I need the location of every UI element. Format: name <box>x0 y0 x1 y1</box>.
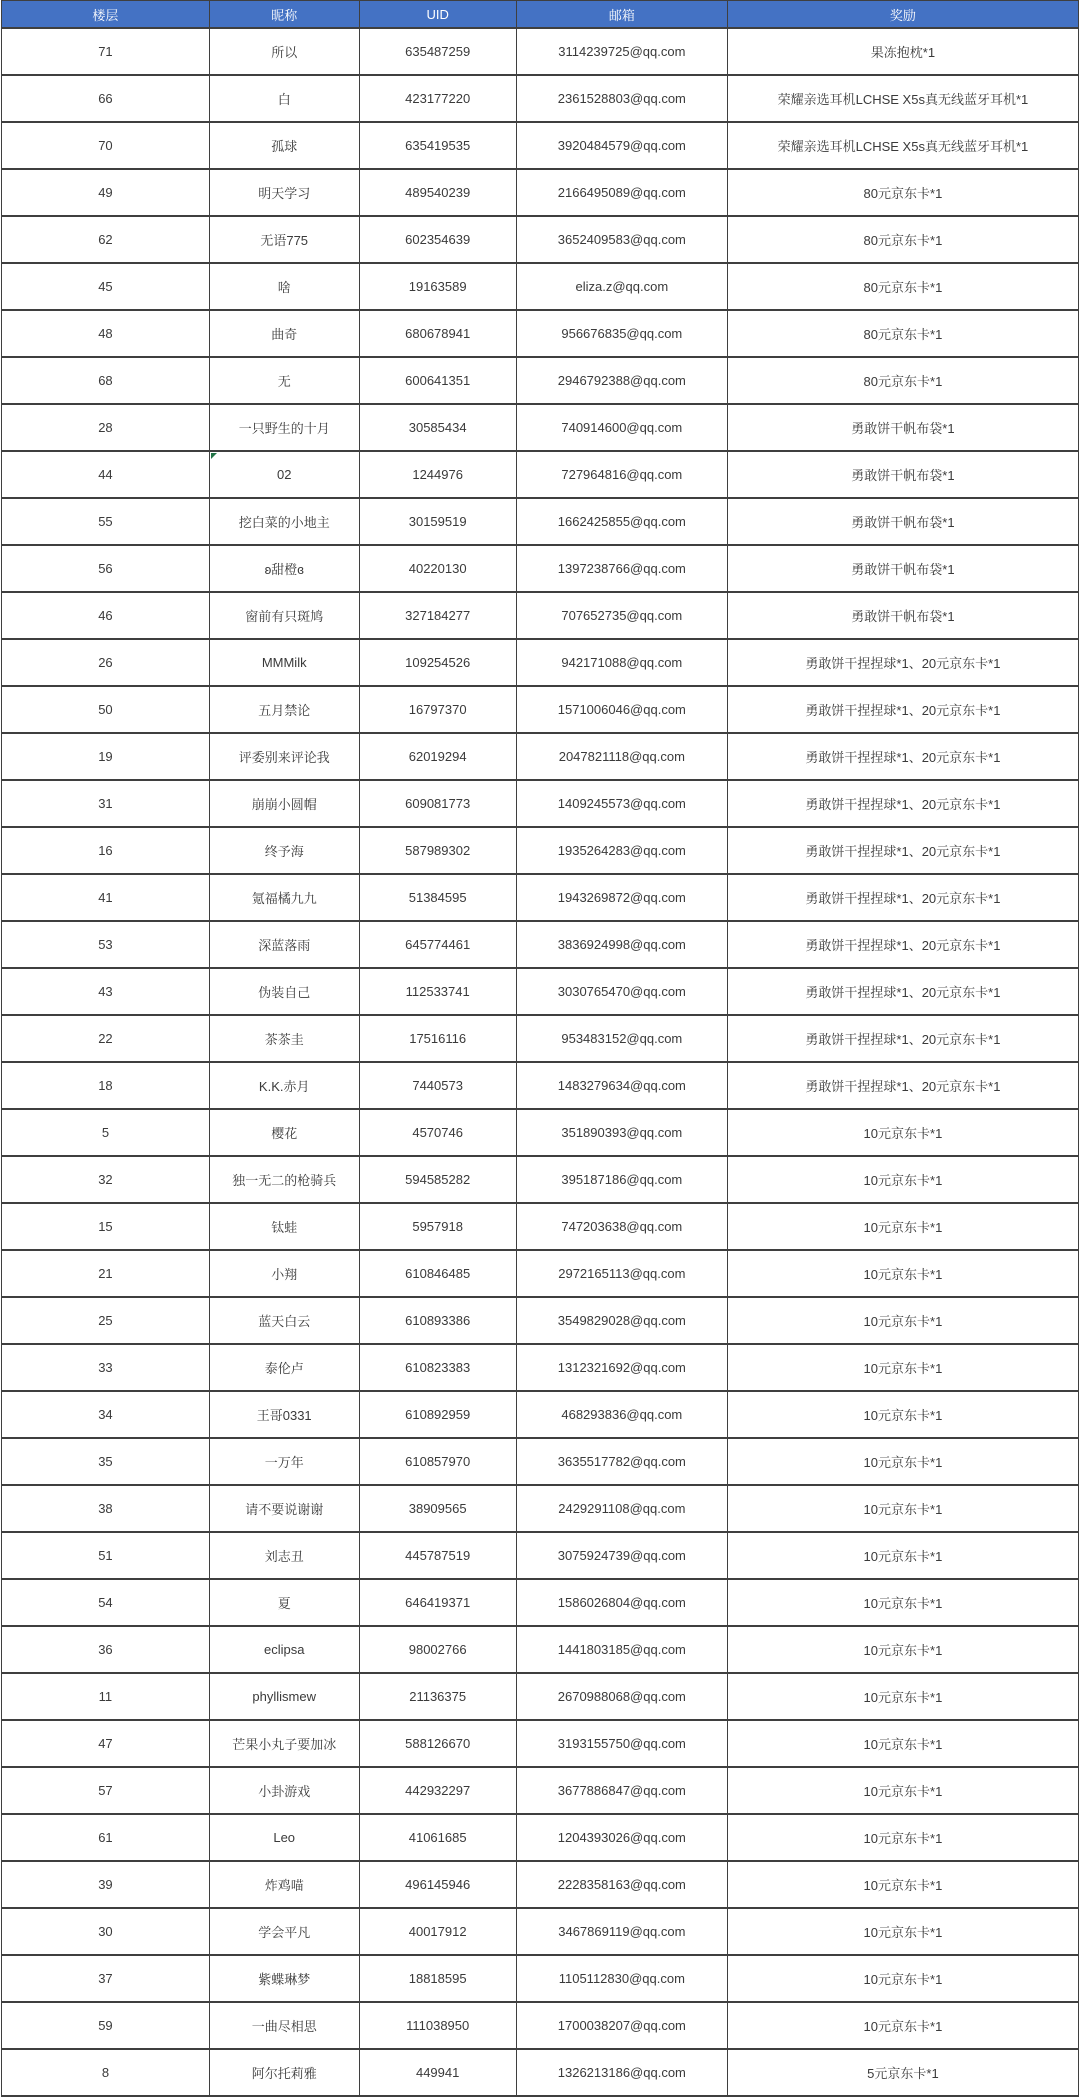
cell-email: 3193155750@qq.com <box>516 1720 727 1767</box>
cell-email: 1483279634@qq.com <box>516 1062 727 1109</box>
cell-nickname: 五月禁论 <box>209 686 359 733</box>
cell-reward: 10元京东卡*1 <box>727 1344 1078 1391</box>
cell-floor: 62 <box>2 216 210 263</box>
cell-email: 747203638@qq.com <box>516 1203 727 1250</box>
prize-table <box>1 0 1079 2097</box>
cell-uid: 327184277 <box>359 592 516 639</box>
cell-reward: 荣耀亲选耳机LCHSE X5s真无线蓝牙耳机*1 <box>727 75 1078 122</box>
table-row <box>2 1720 1079 1767</box>
table-row <box>2 1814 1079 1861</box>
cell-nickname: 一只野生的十月 <box>209 404 359 451</box>
table-row <box>2 1438 1079 1485</box>
cell-email: 1441803185@qq.com <box>516 1626 727 1673</box>
header-nickname: 昵称 <box>209 1 359 29</box>
cell-floor: 15 <box>2 1203 210 1250</box>
table-row <box>2 1673 1079 1720</box>
cell-nickname: 茶茶圭 <box>209 1015 359 1062</box>
cell-email: 351890393@qq.com <box>516 1109 727 1156</box>
cell-uid: 16797370 <box>359 686 516 733</box>
cell-email: 468293836@qq.com <box>516 1391 727 1438</box>
table-row <box>2 1109 1079 1156</box>
table-row <box>2 1015 1079 1062</box>
cell-reward: 勇敢饼干帆布袋*1 <box>727 545 1078 592</box>
cell-floor: 36 <box>2 1626 210 1673</box>
cell-email: 3114239725@qq.com <box>516 28 727 75</box>
cell-reward: 勇敢饼干捏捏球*1、20元京东卡*1 <box>727 968 1078 1015</box>
cell-floor: 68 <box>2 357 210 404</box>
cell-nickname: 崩崩小圆帽 <box>209 780 359 827</box>
cell-email: 1312321692@qq.com <box>516 1344 727 1391</box>
table-body <box>2 28 1079 2096</box>
cell-reward: 10元京东卡*1 <box>727 1955 1078 2002</box>
cell-floor: 59 <box>2 2002 210 2049</box>
cell-floor: 39 <box>2 1861 210 1908</box>
cell-nickname: 炸鸡喵 <box>209 1861 359 1908</box>
cell-nickname: 无 <box>209 357 359 404</box>
cell-email: 942171088@qq.com <box>516 639 727 686</box>
cell-email: 1571006046@qq.com <box>516 686 727 733</box>
cell-nickname: 王哥0331 <box>209 1391 359 1438</box>
cell-reward: 10元京东卡*1 <box>727 1109 1078 1156</box>
table-header <box>2 1 1079 29</box>
cell-nickname: 泰伦卢 <box>209 1344 359 1391</box>
cell-email: 2946792388@qq.com <box>516 357 727 404</box>
cell-uid: 610823383 <box>359 1344 516 1391</box>
cell-reward: 勇敢饼干捏捏球*1、20元京东卡*1 <box>727 1062 1078 1109</box>
cell-reward: 80元京东卡*1 <box>727 169 1078 216</box>
table-row <box>2 169 1079 216</box>
cell-uid: 38909565 <box>359 1485 516 1532</box>
cell-uid: 109254526 <box>359 639 516 686</box>
cell-floor: 34 <box>2 1391 210 1438</box>
table-row <box>2 498 1079 545</box>
cell-nickname: 伪装自己 <box>209 968 359 1015</box>
cell-reward: 80元京东卡*1 <box>727 216 1078 263</box>
cell-email: 3467869119@qq.com <box>516 1908 727 1955</box>
cell-email: 953483152@qq.com <box>516 1015 727 1062</box>
table-row <box>2 1250 1079 1297</box>
cell-nickname: 挖白菜的小地主 <box>209 498 359 545</box>
cell-uid: 5957918 <box>359 1203 516 1250</box>
cell-reward: 10元京东卡*1 <box>727 1156 1078 1203</box>
cell-reward: 10元京东卡*1 <box>727 1861 1078 1908</box>
table-row <box>2 780 1079 827</box>
table-row <box>2 404 1079 451</box>
cell-nickname: 深蓝落雨 <box>209 921 359 968</box>
cell-nickname: 夏 <box>209 1579 359 1626</box>
cell-uid: 588126670 <box>359 1720 516 1767</box>
table-row <box>2 1767 1079 1814</box>
table-row <box>2 733 1079 780</box>
cell-floor: 18 <box>2 1062 210 1109</box>
cell-reward: 勇敢饼干帆布袋*1 <box>727 404 1078 451</box>
cell-floor: 19 <box>2 733 210 780</box>
cell-uid: 635419535 <box>359 122 516 169</box>
cell-reward: 10元京东卡*1 <box>727 1673 1078 1720</box>
cell-reward: 10元京东卡*1 <box>727 1203 1078 1250</box>
cell-uid: 610892959 <box>359 1391 516 1438</box>
cell-reward: 10元京东卡*1 <box>727 1485 1078 1532</box>
cell-nickname: 无语775 <box>209 216 359 263</box>
table-row <box>2 2002 1079 2049</box>
cell-reward: 勇敢饼干捏捏球*1、20元京东卡*1 <box>727 827 1078 874</box>
table-row <box>2 216 1079 263</box>
header-email: 邮箱 <box>516 1 727 29</box>
table-row <box>2 1297 1079 1344</box>
table-row <box>2 2049 1079 2096</box>
cell-floor: 35 <box>2 1438 210 1485</box>
cell-uid: 489540239 <box>359 169 516 216</box>
cell-nickname: 所以 <box>209 28 359 75</box>
cell-reward: 10元京东卡*1 <box>727 1626 1078 1673</box>
table-row <box>2 357 1079 404</box>
table-row <box>2 545 1079 592</box>
cell-floor: 21 <box>2 1250 210 1297</box>
cell-email: 3920484579@qq.com <box>516 122 727 169</box>
cell-uid: 21136375 <box>359 1673 516 1720</box>
cell-email: 2166495089@qq.com <box>516 169 727 216</box>
cell-uid: 594585282 <box>359 1156 516 1203</box>
cell-email: 727964816@qq.com <box>516 451 727 498</box>
cell-email: 1700038207@qq.com <box>516 2002 727 2049</box>
cell-email: 3030765470@qq.com <box>516 968 727 1015</box>
cell-floor: 51 <box>2 1532 210 1579</box>
cell-uid: 445787519 <box>359 1532 516 1579</box>
cell-floor: 47 <box>2 1720 210 1767</box>
cell-nickname: K.K.赤月 <box>209 1062 359 1109</box>
table-row <box>2 28 1079 75</box>
cell-uid: 30585434 <box>359 404 516 451</box>
cell-uid: 18818595 <box>359 1955 516 2002</box>
cell-floor: 38 <box>2 1485 210 1532</box>
table-row <box>2 1344 1079 1391</box>
cell-nickname: 小卦游戏 <box>209 1767 359 1814</box>
table-row <box>2 1908 1079 1955</box>
cell-nickname: MMMilk <box>209 639 359 686</box>
cell-uid: 41061685 <box>359 1814 516 1861</box>
cell-nickname: 一万年 <box>209 1438 359 1485</box>
cell-uid: 1244976 <box>359 451 516 498</box>
cell-nickname: 曲奇 <box>209 310 359 357</box>
cell-email: 3652409583@qq.com <box>516 216 727 263</box>
table-row <box>2 122 1079 169</box>
cell-nickname: 钛蛙 <box>209 1203 359 1250</box>
cell-uid: 4570746 <box>359 1109 516 1156</box>
cell-reward: 果冻抱枕*1 <box>727 28 1078 75</box>
cell-nickname: 评委别来评论我 <box>209 733 359 780</box>
cell-reward: 勇敢饼干捏捏球*1、20元京东卡*1 <box>727 874 1078 921</box>
table-row <box>2 263 1079 310</box>
cell-floor: 56 <box>2 545 210 592</box>
cell-nickname: Leo <box>209 1814 359 1861</box>
cell-nickname: 独一无二的枪骑兵 <box>209 1156 359 1203</box>
cell-floor: 11 <box>2 1673 210 1720</box>
cell-floor: 71 <box>2 28 210 75</box>
cell-email: 1935264283@qq.com <box>516 827 727 874</box>
cell-uid: 423177220 <box>359 75 516 122</box>
cell-nickname: 学会平凡 <box>209 1908 359 1955</box>
table-row <box>2 1062 1079 1109</box>
cell-nickname: eclipsa <box>209 1626 359 1673</box>
cell-uid: 19163589 <box>359 263 516 310</box>
cell-floor: 48 <box>2 310 210 357</box>
cell-floor: 54 <box>2 1579 210 1626</box>
cell-email: 707652735@qq.com <box>516 592 727 639</box>
cell-reward: 勇敢饼干捏捏球*1、20元京东卡*1 <box>727 733 1078 780</box>
cell-floor: 8 <box>2 2049 210 2096</box>
cell-email: 740914600@qq.com <box>516 404 727 451</box>
cell-uid: 602354639 <box>359 216 516 263</box>
table-row <box>2 1485 1079 1532</box>
cell-floor: 41 <box>2 874 210 921</box>
cell-email: 1409245573@qq.com <box>516 780 727 827</box>
cell-reward: 勇敢饼干捏捏球*1、20元京东卡*1 <box>727 686 1078 733</box>
cell-floor: 33 <box>2 1344 210 1391</box>
header-row <box>2 1 1079 29</box>
cell-uid: 635487259 <box>359 28 516 75</box>
cell-floor: 49 <box>2 169 210 216</box>
cell-floor: 31 <box>2 780 210 827</box>
cell-email: 1397238766@qq.com <box>516 545 727 592</box>
cell-nickname: 蓝天白云 <box>209 1297 359 1344</box>
cell-reward: 10元京东卡*1 <box>727 1720 1078 1767</box>
cell-reward: 5元京东卡*1 <box>727 2049 1078 2096</box>
cell-uid: 610846485 <box>359 1250 516 1297</box>
cell-nickname: 芒果小丸子要加冰 <box>209 1720 359 1767</box>
cell-nickname: 小翔 <box>209 1250 359 1297</box>
table-row <box>2 1391 1079 1438</box>
cell-email: 2047821118@qq.com <box>516 733 727 780</box>
cell-reward: 勇敢饼干帆布袋*1 <box>727 498 1078 545</box>
cell-nickname: 氪福橘九九 <box>209 874 359 921</box>
cell-floor: 53 <box>2 921 210 968</box>
cell-nickname: 孤球 <box>209 122 359 169</box>
cell-reward: 10元京东卡*1 <box>727 1532 1078 1579</box>
cell-nickname: 啥 <box>209 263 359 310</box>
cell-uid: 7440573 <box>359 1062 516 1109</box>
cell-uid: 645774461 <box>359 921 516 968</box>
table-row <box>2 1861 1079 1908</box>
cell-uid: 680678941 <box>359 310 516 357</box>
cell-email: 3836924998@qq.com <box>516 921 727 968</box>
cell-nickname: 阿尔托莉雅 <box>209 2049 359 2096</box>
cell-reward: 80元京东卡*1 <box>727 310 1078 357</box>
cell-nickname: 终予海 <box>209 827 359 874</box>
cell-uid: 610893386 <box>359 1297 516 1344</box>
cell-uid: 600641351 <box>359 357 516 404</box>
table-row <box>2 686 1079 733</box>
table-row <box>2 1579 1079 1626</box>
table-row <box>2 1203 1079 1250</box>
table-row <box>2 592 1079 639</box>
cell-email: 2972165113@qq.com <box>516 1250 727 1297</box>
cell-uid: 587989302 <box>359 827 516 874</box>
table-row <box>2 1156 1079 1203</box>
cell-reward: 勇敢饼干捏捏球*1、20元京东卡*1 <box>727 921 1078 968</box>
table-row <box>2 75 1079 122</box>
cell-floor: 16 <box>2 827 210 874</box>
cell-email: 1204393026@qq.com <box>516 1814 727 1861</box>
table-row <box>2 827 1079 874</box>
cell-floor: 44 <box>2 451 210 498</box>
cell-uid: 609081773 <box>359 780 516 827</box>
cell-reward: 10元京东卡*1 <box>727 1250 1078 1297</box>
cell-floor: 26 <box>2 639 210 686</box>
cell-uid: 442932297 <box>359 1767 516 1814</box>
cell-email: 3677886847@qq.com <box>516 1767 727 1814</box>
table-row <box>2 639 1079 686</box>
cell-reward: 80元京东卡*1 <box>727 357 1078 404</box>
cell-floor: 32 <box>2 1156 210 1203</box>
cell-nickname: 紫蝶琳梦 <box>209 1955 359 2002</box>
cell-uid: 112533741 <box>359 968 516 1015</box>
cell-nickname: 樱花 <box>209 1109 359 1156</box>
cell-nickname: ʚ甜橙ɞ <box>209 545 359 592</box>
cell-reward: 10元京东卡*1 <box>727 1297 1078 1344</box>
cell-floor: 5 <box>2 1109 210 1156</box>
cell-reward: 10元京东卡*1 <box>727 1767 1078 1814</box>
cell-email: 1586026804@qq.com <box>516 1579 727 1626</box>
cell-reward: 荣耀亲选耳机LCHSE X5s真无线蓝牙耳机*1 <box>727 122 1078 169</box>
cell-nickname: 一曲尽相思 <box>209 2002 359 2049</box>
header-floor: 楼层 <box>2 1 210 29</box>
cell-floor: 66 <box>2 75 210 122</box>
cell-email: 1105112830@qq.com <box>516 1955 727 2002</box>
cell-floor: 25 <box>2 1297 210 1344</box>
cell-reward: 10元京东卡*1 <box>727 1579 1078 1626</box>
cell-floor: 30 <box>2 1908 210 1955</box>
cell-uid: 449941 <box>359 2049 516 2096</box>
cell-email: 3075924739@qq.com <box>516 1532 727 1579</box>
table-row <box>2 1532 1079 1579</box>
cell-reward: 10元京东卡*1 <box>727 1391 1078 1438</box>
cell-reward: 10元京东卡*1 <box>727 2002 1078 2049</box>
cell-floor: 46 <box>2 592 210 639</box>
cell-reward: 勇敢饼干帆布袋*1 <box>727 451 1078 498</box>
cell-floor: 22 <box>2 1015 210 1062</box>
cell-uid: 17516116 <box>359 1015 516 1062</box>
cell-email: 2429291108@qq.com <box>516 1485 727 1532</box>
cell-reward: 10元京东卡*1 <box>727 1814 1078 1861</box>
cell-reward: 勇敢饼干捏捏球*1、20元京东卡*1 <box>727 780 1078 827</box>
cell-email: 395187186@qq.com <box>516 1156 727 1203</box>
table-row <box>2 310 1079 357</box>
cell-email: eliza.z@qq.com <box>516 263 727 310</box>
table-row <box>2 874 1079 921</box>
cell-floor: 70 <box>2 122 210 169</box>
cell-reward: 10元京东卡*1 <box>727 1438 1078 1485</box>
cell-floor: 45 <box>2 263 210 310</box>
header-uid: UID <box>359 1 516 29</box>
cell-uid: 111038950 <box>359 2002 516 2049</box>
table-row <box>2 1626 1079 1673</box>
cell-nickname: 请不要说谢谢 <box>209 1485 359 1532</box>
cell-uid: 30159519 <box>359 498 516 545</box>
table-row <box>2 1955 1079 2002</box>
cell-floor: 57 <box>2 1767 210 1814</box>
cell-floor: 50 <box>2 686 210 733</box>
cell-email: 956676835@qq.com <box>516 310 727 357</box>
cell-email: 2361528803@qq.com <box>516 75 727 122</box>
cell-reward: 80元京东卡*1 <box>727 263 1078 310</box>
cell-floor: 43 <box>2 968 210 1015</box>
cell-reward: 10元京东卡*1 <box>727 1908 1078 1955</box>
cell-reward: 勇敢饼干捏捏球*1、20元京东卡*1 <box>727 639 1078 686</box>
cell-uid: 62019294 <box>359 733 516 780</box>
cell-uid: 40017912 <box>359 1908 516 1955</box>
header-reward: 奖励 <box>727 1 1078 29</box>
table-row <box>2 921 1079 968</box>
cell-email: 1326213186@qq.com <box>516 2049 727 2096</box>
cell-uid: 51384595 <box>359 874 516 921</box>
table-row <box>2 968 1079 1015</box>
cell-uid: 40220130 <box>359 545 516 592</box>
cell-email: 3635517782@qq.com <box>516 1438 727 1485</box>
cell-nickname: 窗前有只斑鸠 <box>209 592 359 639</box>
cell-floor: 55 <box>2 498 210 545</box>
cell-reward: 勇敢饼干捏捏球*1、20元京东卡*1 <box>727 1015 1078 1062</box>
cell-email: 2228358163@qq.com <box>516 1861 727 1908</box>
cell-uid: 646419371 <box>359 1579 516 1626</box>
cell-email: 3549829028@qq.com <box>516 1297 727 1344</box>
cell-email: 2670988068@qq.com <box>516 1673 727 1720</box>
cell-nickname: phyllismew <box>209 1673 359 1720</box>
cell-nickname: 02 <box>209 451 359 498</box>
cell-reward: 勇敢饼干帆布袋*1 <box>727 592 1078 639</box>
cell-uid: 98002766 <box>359 1626 516 1673</box>
cell-uid: 610857970 <box>359 1438 516 1485</box>
cell-nickname: 刘志丑 <box>209 1532 359 1579</box>
cell-email: 1662425855@qq.com <box>516 498 727 545</box>
cell-nickname: 明天学习 <box>209 169 359 216</box>
cell-floor: 37 <box>2 1955 210 2002</box>
table-row <box>2 451 1079 498</box>
cell-uid: 496145946 <box>359 1861 516 1908</box>
cell-nickname: 白 <box>209 75 359 122</box>
cell-email: 1943269872@qq.com <box>516 874 727 921</box>
cell-floor: 61 <box>2 1814 210 1861</box>
cell-floor: 28 <box>2 404 210 451</box>
